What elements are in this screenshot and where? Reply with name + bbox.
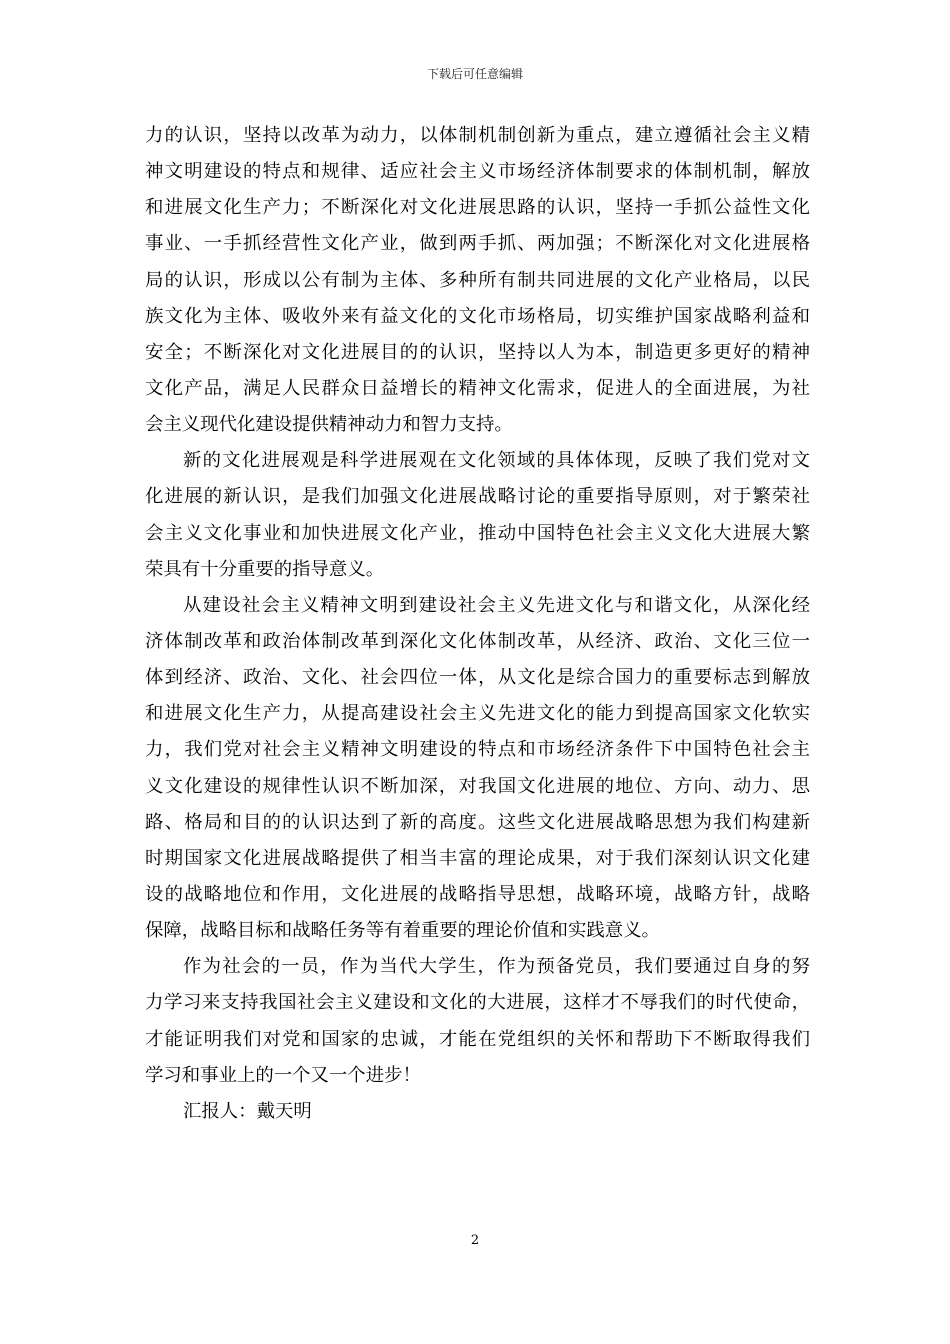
text-line: 新的文化进展观是科学进展观在文化领域的具体体现，反映了我们党对文 xyxy=(183,450,810,472)
text-line: 从建设社会主义精神文明到建设社会主义先进文化与和谐文化，从深化经 xyxy=(183,594,810,616)
text-line: 事业、一手抓经营性文化产业，做到两手抓、两加强；不断深化对文化进展格 xyxy=(145,233,810,255)
text-line: 和进展文化生产力；不断深化对文化进展思路的认识，坚持一手抓公益性文化 xyxy=(145,197,810,219)
text-line: 化进展的新认识，是我们加强文化进展战略讨论的重要指导原则，对于繁荣社 xyxy=(145,486,810,508)
text-line: 设的战略地位和作用，文化进展的战略指导思想，战略环境，战略方针，战略 xyxy=(145,883,810,905)
text-line: 学习和事业上的一个又一个进步！ xyxy=(145,1064,421,1086)
page-header: 下载后可任意编辑 xyxy=(426,67,523,81)
paragraph xyxy=(145,949,810,1094)
text-line: 局的认识，形成以公有制为主体、多种所有制共同进展的文化产业格局，以民 xyxy=(145,269,810,291)
text-line: 济体制改革和政治体制改革到深化文化体制改革，从经济、政治、文化三位一 xyxy=(145,630,810,652)
paragraph xyxy=(145,118,810,443)
signature-paragraph xyxy=(145,1094,810,1130)
text-line: 作为社会的一员，作为当代大学生，作为预备党员，我们要通过自身的努 xyxy=(183,956,810,978)
text-line: 力的认识，坚持以改革为动力，以体制机制创新为重点，建立遵循社会主义精 xyxy=(145,125,810,146)
text-line: 会主义现代化建设提供精神动力和智力支持。 xyxy=(145,414,513,436)
text-line: 会主义文化事业和加快进展文化产业，推动中国特色社会主义文化大进展大繁 xyxy=(145,522,810,544)
text-line: 才能证明我们对党和国家的忠诚，才能在党组织的关怀和帮助下不断取得我们 xyxy=(145,1028,810,1050)
text-line: 保障，战略目标和战略任务等有着重要的理论价值和实践意义。 xyxy=(145,920,660,942)
text-line: 力，我们党对社会主义精神文明建设的特点和市场经济条件下中国特色社会主 xyxy=(145,739,810,761)
text-line: 族文化为主体、吸收外来有益文化的文化市场格局，切实维护国家战略利益和 xyxy=(145,305,810,327)
text-line: 和进展文化生产力，从提高建设社会主义先进文化的能力到提高国家文化软实 xyxy=(145,703,810,725)
text-line: 安全；不断深化对文化进展目的的认识，坚持以人为本，制造更多更好的精神 xyxy=(145,341,810,363)
document-body xyxy=(145,118,810,1130)
text-line: 神文明建设的特点和规律、适应社会主义市场经济体制要求的体制机制，解放 xyxy=(145,161,810,183)
text-line: 文化产品，满足人民群众日益增长的精神文化需求，促进人的全面进展，为社 xyxy=(145,377,810,399)
text-line: 荣具有十分重要的指导意义。 xyxy=(145,558,385,580)
paragraph xyxy=(145,588,810,949)
paragraph xyxy=(145,443,810,588)
text-line: 力学习来支持我国社会主义建设和文化的大进展，这样才不辱我们的时代使命， xyxy=(145,992,810,1014)
reporter-signature: 汇报人：戴天明 xyxy=(183,1100,312,1122)
text-line: 体到经济、政治、文化、社会四位一体，从文化是综合国力的重要标志到解放 xyxy=(145,667,810,689)
page-number: 2 xyxy=(470,1233,480,1248)
text-line: 义文化建设的规律性认识不断加深，对我国文化进展的地位、方向、动力、思 xyxy=(145,775,810,797)
text-line: 时期国家文化进展战略提供了相当丰富的理论成果，对于我们深刻认识文化建 xyxy=(145,847,810,869)
text-line: 路、格局和目的的认识达到了新的高度。这些文化进展战略思想为我们构建新 xyxy=(145,811,810,833)
